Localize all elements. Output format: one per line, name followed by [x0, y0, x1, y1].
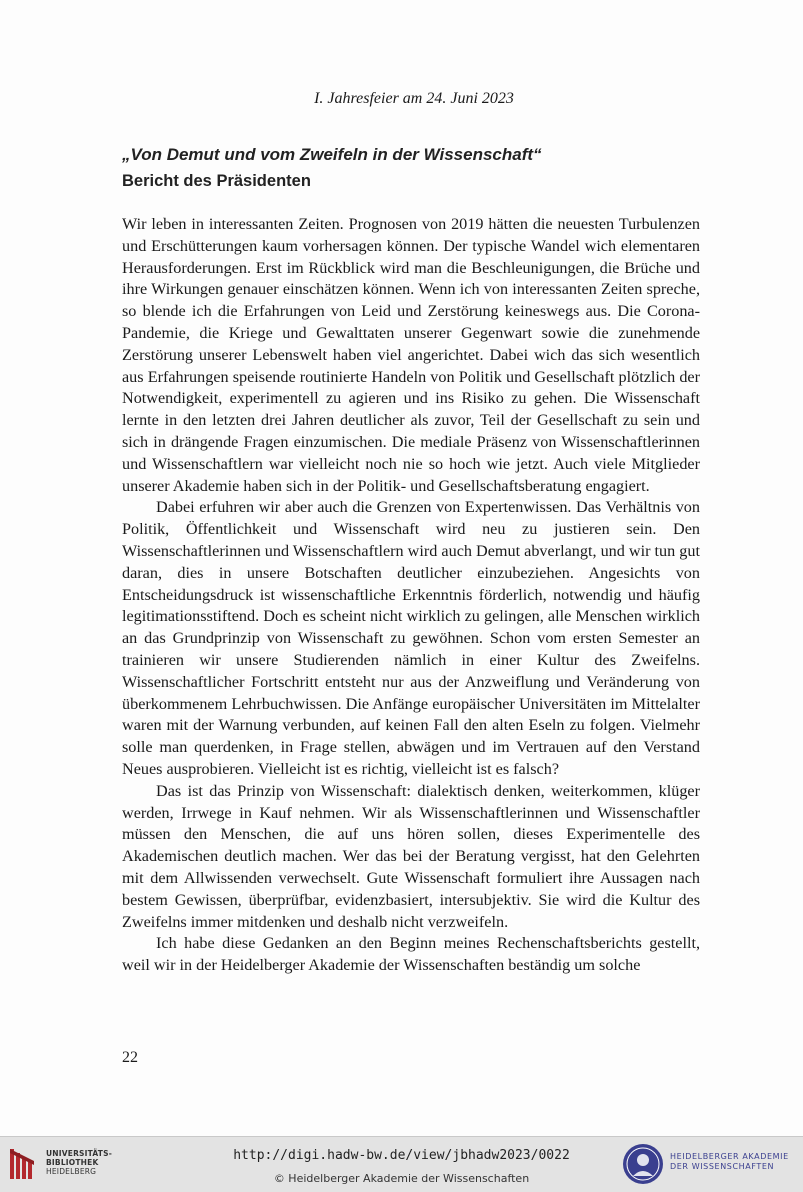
academy-name [670, 1152, 789, 1172]
article-subtitle: Bericht des Präsidenten [122, 172, 311, 190]
ub-line-2: BIBLIOTHEK [46, 1158, 99, 1167]
running-head: I. Jahresfeier am 24. Juni 2023 [314, 90, 514, 107]
paragraph-3: Das ist das Prinzip von Wissenschaft: dialektisch denken, weiterkommen, klüger werden, Irrwege in Kauf nehmen. Wir als Wissenschaftlerinnen und Wissenschaftler müssen den Menschen, die auf uns hören sollen, dieses Experimentelle des Akademischen deutlich machen. Wer das bei der Beratung vergisst, hat den Gelehrten mit dem Allwissenden verwechselt. Gute Wissenschaft formuliert ihre Aussagen nach bestem Gewissen, überprüfbar, evidenzbasiert, intersubjektiv. Sie wird die Kultur des Zweifelns immer mitdenken und deshalb nicht verzweifeln. [122, 781, 700, 931]
ub-line-1: UNIVERSITÄTS- [46, 1149, 113, 1158]
paragraph-1: Wir leben in interessanten Zeiten. Prognosen von 2019 hätten die neuesten Turbulenzen und Erschütterungen kaum vorhersagen können. Der typische Wandel wich elementaren Herausforderungen. Erst im Rückblick wird man die Beschleunigungen, die Brüche und ihre Wirkungen genauer einschätzen können. Wenn ich von interessanten Zeiten spreche, so blende ich die Erfahrungen von Leid und Zerstörung keineswegs aus. Die Corona-Pandemie, die Kriege und Gewalttaten unserer Gegenwart sowie die zunehmende Zerstörung unserer Lebenswelt haben viel angerichtet. Dabei wich das sich wesentlich aus Erfahrungen speisende routinierte Handeln von Politik und Gesellschaft plötzlich der Notwendigkeit, experimentell zu agieren und ins Risiko zu gehen. Die Wissenschaft lernte in den letzten drei Jahren deutlicher als zuvor, Teil der Gesellschaft zu sein und sich in drängende Fragen einzumischen. Die mediale Präsenz von Wissenschaftlerinnen und Wissenschaftlern war vielleicht noch nie so hoch wie jetzt. Auch viele Mitglieder unserer Akademie haben sich in der Politik- und Gesellschaftsberatung engagiert. [122, 215, 700, 495]
body-text [122, 214, 700, 977]
viewer-footer [0, 1136, 803, 1192]
academy-seal-icon[interactable] [621, 1142, 665, 1186]
paragraph-4: Ich habe diese Gedanken an den Beginn meines Rechenschaftsberichts gestellt, weil wir in der Heidelberger Akademie der Wissenschaften beständig um solche [122, 934, 700, 975]
academy-name-line-2: DER WISSENSCHAFTEN [670, 1162, 775, 1171]
page-number: 22 [122, 1049, 138, 1066]
paragraph-2: Dabei erfuhren wir aber auch die Grenzen von Expertenwissen. Das Verhältnis von Politik, Öffentlichkeit und Wissenschaft wird neu zu justieren sein. Den Wissenschaftlerinnen und Wissenschaftlern wird auch Demut abverlangt, und wir tun gut daran, dies in unsere Botschaften deutlicher einzubeziehen. Angesichts von Entscheidungsdruck ist wissenschaftliche Erkenntnis förderlich, notwendig und häufig legitimationsstiftend. Doch es scheint nicht wirklich zu gelingen, alle Menschen wirklich an das Grundprinzip von Wissenschaft zu gewöhnen. Schon vom ersten Semester an trainieren wir unsere Studierenden nämlich in einer Kultur des Zweifelns. Wissenschaftlicher Fortschritt entsteht nur aus der Anzweiflung und Veränderung von überkommenem Lehrbuchwissen. Die Anfänge europäischer Universitäten im Mittelalter waren mit der Warnung verbunden, auf keinen Fall den alten Eseln zu folgen. Vielmehr solle man querdenken, in Frage stellen, abwägen und im Vertrauen auf den Verstand Neues ausprobieren. Vielleicht ist es richtig, vielleicht ist es falsch? [122, 498, 700, 778]
copyright-notice: © Heidelberger Akademie der Wissenschaften [273, 1172, 530, 1185]
permalink-url[interactable]: http://digi.hadw-bw.de/view/jbhadw2023/0022 [233, 1148, 570, 1163]
ub-line-3: HEIDELBERG [46, 1167, 97, 1176]
article-title: „Von Demut und vom Zweifeln in der Wissenschaft“ [122, 145, 542, 164]
academy-name-line-1: HEIDELBERGER AKADEMIE [670, 1152, 789, 1161]
